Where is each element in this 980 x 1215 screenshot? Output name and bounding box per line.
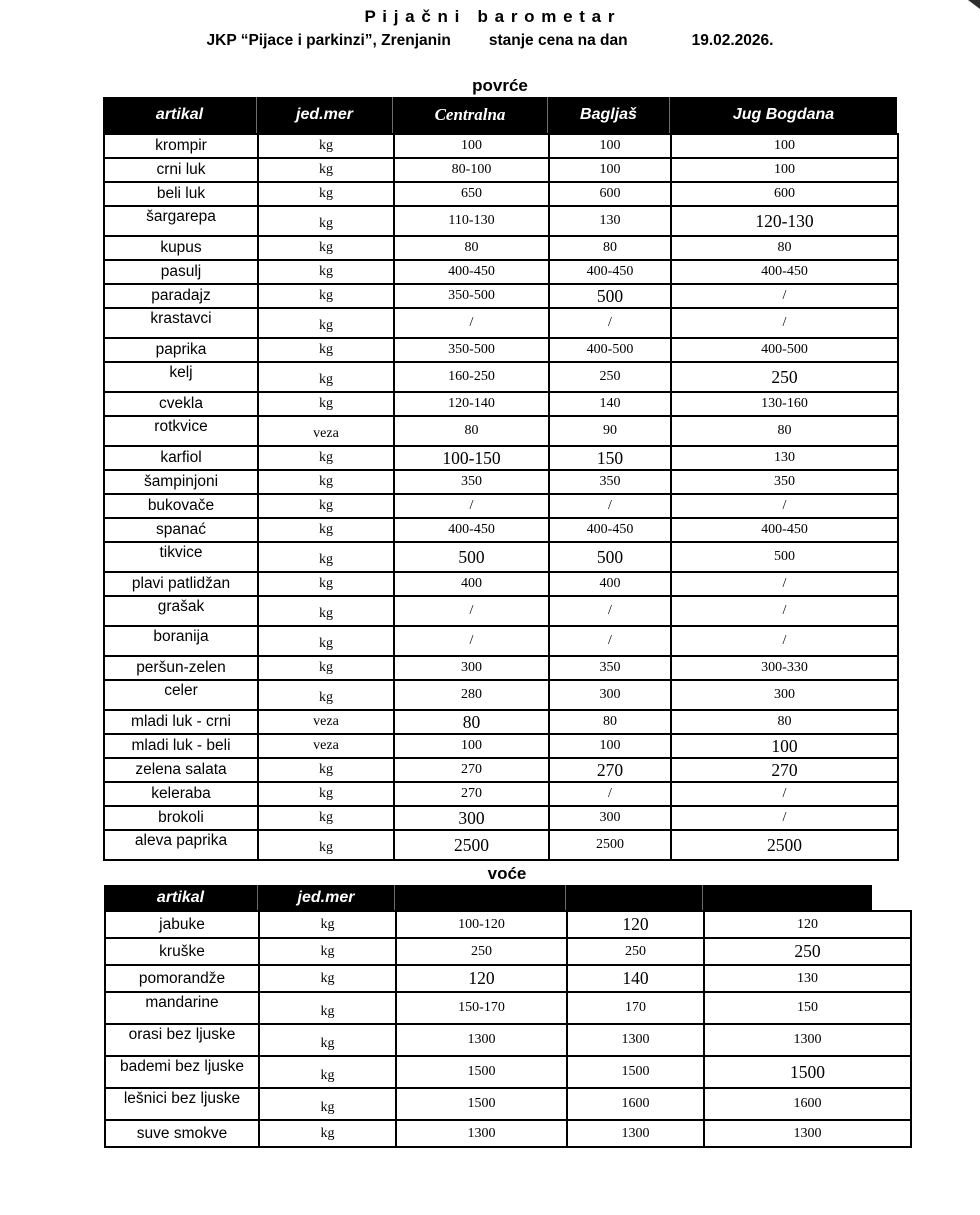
- price-cell: 400-450: [671, 260, 898, 284]
- table-row: [104, 182, 898, 206]
- price-cell: 270: [671, 758, 898, 782]
- price-cell: /: [394, 308, 549, 338]
- price-cell: 1300: [704, 1024, 911, 1056]
- price-cell: 130-160: [671, 392, 898, 416]
- price-cell: 150: [549, 446, 671, 470]
- table-row: [104, 626, 898, 656]
- table-row: [104, 284, 898, 308]
- price-cell: /: [671, 596, 898, 626]
- price-cell: 150-170: [396, 992, 567, 1024]
- price-cell: /: [671, 284, 898, 308]
- price-table-grid: [103, 133, 899, 861]
- page-subtitle: [0, 32, 980, 50]
- unit-cell: kg: [258, 308, 394, 338]
- price-cell: 350-500: [394, 338, 549, 362]
- price-cell: 100-120: [396, 911, 567, 938]
- unit-cell: kg: [259, 992, 396, 1024]
- price-cell: 350: [549, 470, 671, 494]
- price-cell: /: [549, 494, 671, 518]
- price-cell: 1500: [396, 1056, 567, 1088]
- price-cell: 130: [549, 206, 671, 236]
- price-cell: 80: [671, 710, 898, 734]
- price-cell: 500: [549, 542, 671, 572]
- price-cell: 300-330: [671, 656, 898, 680]
- price-cell: 300: [671, 680, 898, 710]
- price-cell: 400-500: [671, 338, 898, 362]
- price-cell: 600: [549, 182, 671, 206]
- unit-cell: kg: [258, 260, 394, 284]
- price-cell: 100: [394, 134, 549, 158]
- price-cell: 1500: [567, 1056, 704, 1088]
- artikal-cell: keleraba: [104, 782, 258, 806]
- unit-cell: veza: [258, 734, 394, 758]
- price-cell: 250: [671, 362, 898, 392]
- price-cell: /: [549, 626, 671, 656]
- artikal-cell: tikvice: [104, 542, 258, 572]
- page-title: P i j a č n i b a r o m e t a r: [364, 7, 616, 26]
- price-cell: 130: [704, 965, 911, 992]
- price-cell: 120: [567, 911, 704, 938]
- price-cell: 110-130: [394, 206, 549, 236]
- table-row: [105, 1056, 911, 1088]
- price-cell: 400-450: [394, 518, 549, 542]
- unit-cell: kg: [258, 542, 394, 572]
- unit-cell: kg: [258, 284, 394, 308]
- table-row: [104, 260, 898, 284]
- price-cell: 250: [704, 938, 911, 965]
- table-row: [105, 1088, 911, 1120]
- table-row: [104, 338, 898, 362]
- price-cell: 100: [549, 134, 671, 158]
- header-cell: artikal: [103, 97, 257, 133]
- price-cell: 500: [671, 542, 898, 572]
- price-cell: 400-450: [549, 518, 671, 542]
- artikal-cell: suve smokve: [105, 1120, 259, 1147]
- unit-cell: kg: [258, 362, 394, 392]
- unit-cell: kg: [259, 1088, 396, 1120]
- artikal-cell: mandarine: [105, 992, 259, 1024]
- unit-cell: kg: [258, 158, 394, 182]
- price-cell: 80-100: [394, 158, 549, 182]
- table-row: [105, 1120, 911, 1147]
- price-cell: 2500: [549, 830, 671, 860]
- artikal-cell: celer: [104, 680, 258, 710]
- table-row: [105, 992, 911, 1024]
- artikal-cell: mladi luk - crni: [104, 710, 258, 734]
- unit-cell: kg: [258, 518, 394, 542]
- price-cell: 270: [394, 782, 549, 806]
- price-cell: 350: [549, 656, 671, 680]
- header-cell: [566, 885, 703, 910]
- price-cell: 140: [567, 965, 704, 992]
- table-row: [104, 416, 898, 446]
- unit-cell: kg: [258, 494, 394, 518]
- price-cell: 350: [394, 470, 549, 494]
- table-row: [104, 758, 898, 782]
- table-row: [105, 965, 911, 992]
- unit-cell: kg: [258, 806, 394, 830]
- price-cell: 80: [394, 416, 549, 446]
- artikal-cell: kupus: [104, 236, 258, 260]
- price-cell: 2500: [671, 830, 898, 860]
- price-cell: /: [671, 572, 898, 596]
- fruits-section: [0, 864, 980, 1148]
- artikal-cell: krompir: [104, 134, 258, 158]
- artikal-cell: kelj: [104, 362, 258, 392]
- artikal-cell: šargarepa: [104, 206, 258, 236]
- price-cell: /: [671, 308, 898, 338]
- price-cell: 120: [396, 965, 567, 992]
- artikal-cell: grašak: [104, 596, 258, 626]
- price-cell: 600: [671, 182, 898, 206]
- vegetables-section: [0, 76, 980, 861]
- artikal-cell: pomorandže: [105, 965, 259, 992]
- artikal-cell: plavi patlidžan: [104, 572, 258, 596]
- header-cell: [395, 885, 566, 910]
- price-cell: 90: [549, 416, 671, 446]
- price-cell: 500: [549, 284, 671, 308]
- price-cell: 500: [394, 542, 549, 572]
- unit-cell: kg: [258, 830, 394, 860]
- price-cell: /: [549, 782, 671, 806]
- artikal-cell: šampinjoni: [104, 470, 258, 494]
- artikal-cell: lešnici bez ljuske: [105, 1088, 259, 1120]
- table-row: [104, 518, 898, 542]
- table-row: [104, 572, 898, 596]
- price-cell: 350-500: [394, 284, 549, 308]
- unit-cell: kg: [258, 134, 394, 158]
- header-cell: jed.mer: [257, 97, 393, 133]
- price-cell: 130: [671, 446, 898, 470]
- price-cell: /: [394, 626, 549, 656]
- artikal-cell: kruške: [105, 938, 259, 965]
- table-row: [104, 830, 898, 860]
- artikal-cell: pasulj: [104, 260, 258, 284]
- price-cell: 1600: [567, 1088, 704, 1120]
- table-row: [104, 656, 898, 680]
- price-cell: 120-130: [671, 206, 898, 236]
- price-cell: /: [549, 308, 671, 338]
- price-cell: 400-450: [671, 518, 898, 542]
- price-date: 19.02.2026.: [691, 32, 774, 49]
- price-cell: 650: [394, 182, 549, 206]
- artikal-cell: boranija: [104, 626, 258, 656]
- header-cell: artikal: [104, 885, 258, 910]
- table-row: [105, 1024, 911, 1056]
- table-row: [104, 206, 898, 236]
- price-cell: /: [394, 596, 549, 626]
- unit-cell: kg: [258, 596, 394, 626]
- unit-cell: veza: [258, 416, 394, 446]
- artikal-cell: crni luk: [104, 158, 258, 182]
- unit-cell: kg: [259, 911, 396, 938]
- price-cell: 270: [549, 758, 671, 782]
- unit-cell: kg: [258, 656, 394, 680]
- table-row: [104, 308, 898, 338]
- price-cell: 100: [671, 734, 898, 758]
- price-cell: 120: [704, 911, 911, 938]
- price-cell: 80: [549, 710, 671, 734]
- table-row: [104, 236, 898, 260]
- unit-cell: kg: [258, 680, 394, 710]
- price-cell: 270: [394, 758, 549, 782]
- price-cell: 100-150: [394, 446, 549, 470]
- unit-cell: kg: [258, 446, 394, 470]
- price-cell: 80: [671, 416, 898, 446]
- table-row: [104, 710, 898, 734]
- price-cell: 160-250: [394, 362, 549, 392]
- price-cell: 1300: [567, 1120, 704, 1147]
- unit-cell: kg: [259, 1024, 396, 1056]
- artikal-cell: karfiol: [104, 446, 258, 470]
- price-cell: /: [671, 806, 898, 830]
- price-table-vegetables: [103, 97, 897, 861]
- artikal-cell: bukovače: [104, 494, 258, 518]
- price-cell: 80: [549, 236, 671, 260]
- price-cell: 400-450: [549, 260, 671, 284]
- unit-cell: kg: [258, 182, 394, 206]
- price-cell: 300: [549, 806, 671, 830]
- artikal-cell: beli luk: [104, 182, 258, 206]
- price-cell: 1300: [396, 1120, 567, 1147]
- price-table-grid: [104, 910, 912, 1148]
- unit-cell: kg: [258, 236, 394, 260]
- price-cell: /: [671, 494, 898, 518]
- table-row: [104, 680, 898, 710]
- unit-cell: veza: [258, 710, 394, 734]
- artikal-cell: rotkvice: [104, 416, 258, 446]
- table-header-row: [104, 885, 910, 910]
- unit-cell: kg: [259, 1056, 396, 1088]
- artikal-cell: paprika: [104, 338, 258, 362]
- artikal-cell: spanać: [104, 518, 258, 542]
- table-row: [104, 494, 898, 518]
- price-table-fruits: [104, 885, 910, 1148]
- header-cell: Centralna: [393, 97, 548, 133]
- organization-name: JKP “Pijace i parkinzi”, Zrenjanin: [206, 32, 451, 49]
- artikal-cell: krastavci: [104, 308, 258, 338]
- artikal-cell: zelena salata: [104, 758, 258, 782]
- table-row: [104, 782, 898, 806]
- table-title-vegetables: povrće: [472, 76, 528, 95]
- header-cell: Jug Bogdana: [670, 97, 897, 133]
- price-cell: /: [394, 494, 549, 518]
- unit-cell: kg: [258, 470, 394, 494]
- price-cell: 300: [394, 656, 549, 680]
- price-cell: 80: [394, 236, 549, 260]
- artikal-cell: bademi bez ljuske: [105, 1056, 259, 1088]
- unit-cell: kg: [259, 938, 396, 965]
- table-row: [105, 938, 911, 965]
- artikal-cell: paradajz: [104, 284, 258, 308]
- price-cell: 1300: [567, 1024, 704, 1056]
- price-cell: 250: [549, 362, 671, 392]
- price-cell: 400-450: [394, 260, 549, 284]
- price-cell: 80: [671, 236, 898, 260]
- price-cell: 100: [549, 734, 671, 758]
- price-cell: 2500: [394, 830, 549, 860]
- price-cell: 1300: [704, 1120, 911, 1147]
- price-cell: 100: [671, 134, 898, 158]
- price-cell: 80: [394, 710, 549, 734]
- artikal-cell: brokoli: [104, 806, 258, 830]
- price-cell: 100: [394, 734, 549, 758]
- price-cell: 300: [394, 806, 549, 830]
- artikal-cell: orasi bez ljuske: [105, 1024, 259, 1056]
- artikal-cell: aleva paprika: [104, 830, 258, 860]
- table-row: [104, 362, 898, 392]
- status-label: stanje cena na dan: [488, 32, 628, 49]
- price-cell: /: [549, 596, 671, 626]
- table-header-row: [103, 97, 897, 133]
- price-cell: 250: [567, 938, 704, 965]
- price-cell: 100: [671, 158, 898, 182]
- table-row: [104, 392, 898, 416]
- unit-cell: kg: [258, 782, 394, 806]
- unit-cell: kg: [258, 626, 394, 656]
- unit-cell: kg: [259, 965, 396, 992]
- price-cell: 1500: [704, 1056, 911, 1088]
- price-cell: 1500: [396, 1088, 567, 1120]
- unit-cell: kg: [259, 1120, 396, 1147]
- table-row: [104, 596, 898, 626]
- price-cell: 250: [396, 938, 567, 965]
- price-cell: 400: [394, 572, 549, 596]
- price-cell: 280: [394, 680, 549, 710]
- table-row: [104, 134, 898, 158]
- artikal-cell: cvekla: [104, 392, 258, 416]
- price-cell: 300: [549, 680, 671, 710]
- artikal-cell: peršun-zelen: [104, 656, 258, 680]
- price-cell: 100: [549, 158, 671, 182]
- price-cell: 140: [549, 392, 671, 416]
- header-cell: [703, 885, 872, 910]
- unit-cell: kg: [258, 392, 394, 416]
- table-row: [104, 470, 898, 494]
- table-row: [105, 911, 911, 938]
- unit-cell: kg: [258, 206, 394, 236]
- price-cell: /: [671, 626, 898, 656]
- unit-cell: kg: [258, 338, 394, 362]
- price-cell: 400-500: [549, 338, 671, 362]
- table-title-fruits: voće: [487, 864, 527, 883]
- table-row: [104, 446, 898, 470]
- price-cell: 1600: [704, 1088, 911, 1120]
- header-cell: Bagljaš: [548, 97, 670, 133]
- artikal-cell: mladi luk - beli: [104, 734, 258, 758]
- price-cell: 120-140: [394, 392, 549, 416]
- price-cell: 1300: [396, 1024, 567, 1056]
- table-row: [104, 806, 898, 830]
- table-row: [104, 734, 898, 758]
- price-cell: 400: [549, 572, 671, 596]
- price-cell: 170: [567, 992, 704, 1024]
- unit-cell: kg: [258, 572, 394, 596]
- price-cell: 350: [671, 470, 898, 494]
- price-cell: 150: [704, 992, 911, 1024]
- artikal-cell: jabuke: [105, 911, 259, 938]
- price-cell: /: [671, 782, 898, 806]
- header-cell: jed.mer: [258, 885, 395, 910]
- table-row: [104, 542, 898, 572]
- unit-cell: kg: [258, 758, 394, 782]
- table-row: [104, 158, 898, 182]
